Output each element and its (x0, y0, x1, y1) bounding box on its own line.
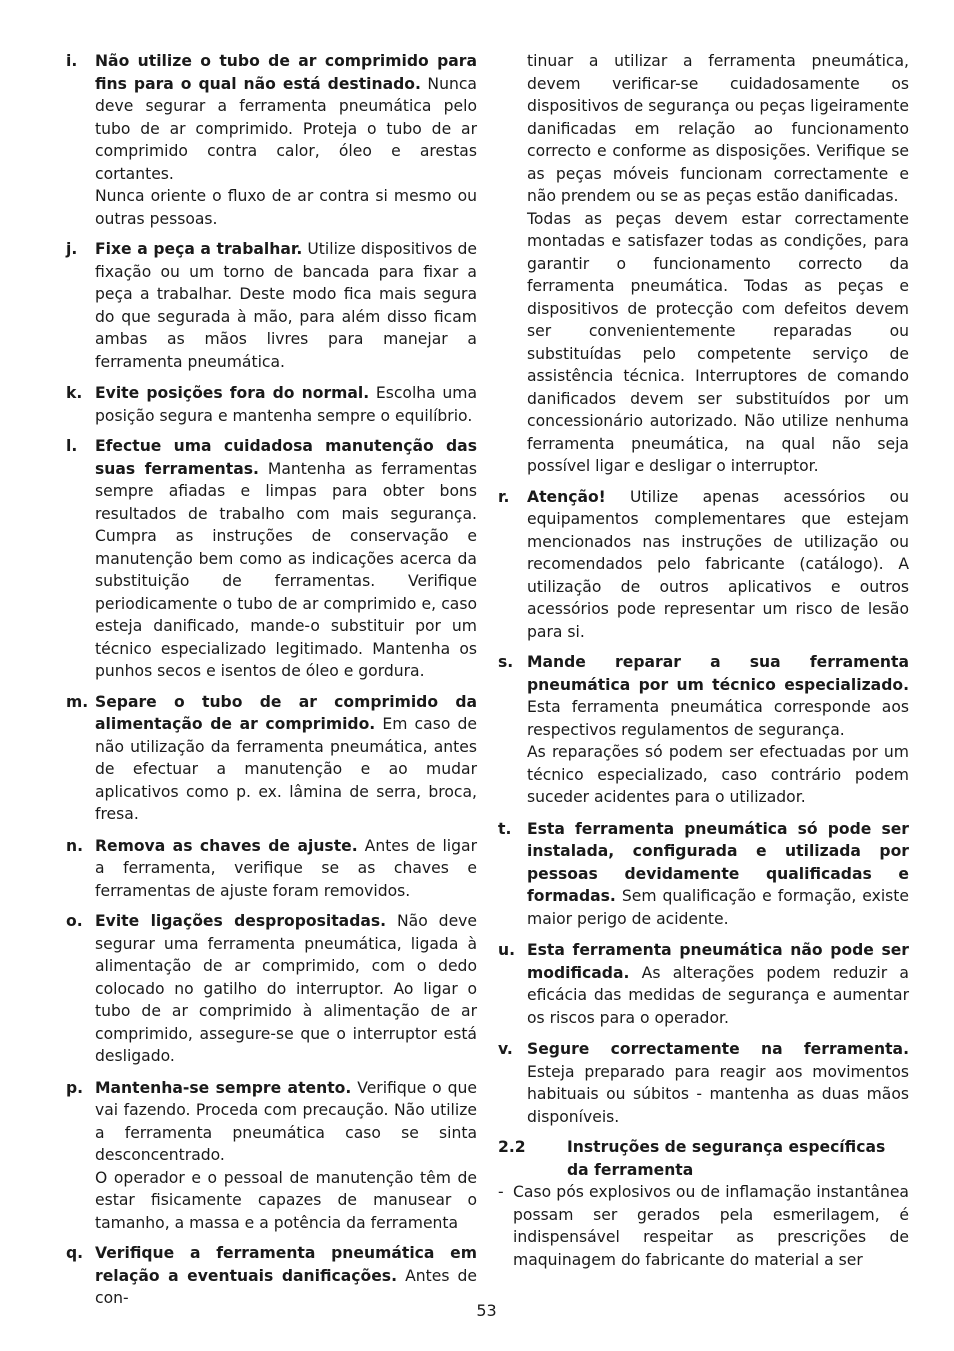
item-heading: Segure correctamente na ferramenta. (527, 1040, 909, 1058)
item-heading: Evite ligações despropositadas. (95, 912, 387, 930)
item-letter: v. (498, 1040, 513, 1058)
item-text: Utilize dispositivos de fixação ou um torno de bancada para fixar a peça a trabalhar. Deste modo fica mais segura do que segurada à mão, para além disso ficam ambas as mãos livres para manejar a ferramenta pneumática. (95, 240, 478, 371)
item-text: Esta ferramenta pneumática corresponde aos respectivos regulamentos de segurança. (527, 698, 909, 739)
list-item (66, 1077, 477, 1235)
item-heading: Mantenha-se sempre atento. (95, 1078, 352, 1097)
list-item (66, 910, 477, 1068)
item-letter: p. (66, 1078, 84, 1097)
list-item (66, 238, 477, 373)
item-text: Esteja preparado para reagir aos movimentos habituais ou súbitos - mantenha as duas mãos disponíveis. (527, 1062, 909, 1126)
list-item (66, 382, 477, 427)
item-letter: n. (66, 836, 84, 855)
item-heading: Separe o tubo de ar comprimido da alimentação de ar comprimido. (95, 692, 477, 733)
item-heading: Remova as chaves de ajuste. (95, 836, 358, 855)
item-letter: j. (66, 240, 78, 258)
item-continuation (527, 50, 909, 478)
item-text-extra: Nunca oriente o fluxo de ar contra si mesmo ou outras pessoas. (95, 187, 477, 228)
item-heading: Efectue uma cuidadosa manutenção das suas ferramentas. (95, 437, 477, 478)
list-item (498, 1038, 909, 1128)
item-heading: Atenção! (527, 487, 606, 506)
continuation-text: tinuar a utilizar a ferramenta pneumática, devem verificar-se cuidadosamente os dispositivos de segurança ou peças ligeiramente danificadas em relação ao funcionamento correcto e conforme as disposições. Verifique se as peças móveis funcionam correctamente e não prendem ou se as peças estão danificadas. (527, 52, 909, 205)
item-letter: o. (66, 912, 83, 930)
item-letter: u. (498, 941, 516, 959)
right-column (498, 50, 909, 1271)
section-heading (498, 1136, 909, 1181)
item-text: As alterações podem reduzir a eficácia das medidas de segurança e aumentar os riscos para o operador. (527, 963, 909, 1027)
item-text: Em caso de não utilização da ferramenta pneumática, antes de efectuar a manutenção e ao mudar aplicativos como p. ex. lâmina de serra, broca, fresa. (95, 715, 477, 823)
item-text-extra: As reparações só podem ser efectuadas por um técnico especializado, caso contrário podem suceder acidentes para o utilizador. (527, 743, 909, 806)
item-text: Verifique o que vai fazendo. Proceda com precaução. Não utilize a ferramenta pneumática caso se sinta desconcentrado. (95, 1078, 477, 1164)
item-heading: Verifique a ferramenta pneumática em relação a eventuais danificações. (95, 1244, 477, 1285)
page-number: 53 (476, 1301, 497, 1320)
item-heading: Esta ferramenta pneumática só pode ser instalada, configurada e utilizada por pessoas devidamente qualificadas e formadas. (527, 819, 909, 905)
item-text-extra: O operador e o pessoal de manutenção têm de estar fisicamente capazes de manusear o tamanho, a massa e a potência da ferramenta (95, 1168, 477, 1232)
item-text: Escolha uma posição segura e mantenha sempre o equilíbrio. (95, 384, 478, 425)
item-letter: s. (498, 653, 514, 671)
dash-item-text: Caso pós explosivos ou de inflamação instantânea possam ser gerados pela esmerilagem, é indispensável respeitar as prescrições de maquinagem do fabricante do material a ser (513, 1183, 909, 1269)
item-heading: Não utilize o tubo de ar comprimido para fins para o qual não está destinado. (95, 52, 477, 93)
list-item (498, 651, 909, 809)
item-text: Utilize apenas acessórios ou equipamentos complementares que estejam mencionados nas instruções de utilização ou recomendados pelo fabricante (catálogo). A utilização de outros aplicativos e outros acessórios pode representar um risco de lesão para si. (527, 487, 909, 641)
item-letter: k. (66, 384, 83, 402)
item-letter: q. (66, 1244, 84, 1262)
left-column (66, 50, 477, 1318)
item-heading: Esta ferramenta pneumática não pode ser modificada. (527, 941, 909, 982)
item-heading: Mande reparar a sua ferramenta pneumática por um técnico especializado. (527, 653, 909, 694)
item-letter: r. (498, 487, 510, 506)
list-item (498, 818, 909, 931)
list-item (66, 435, 477, 683)
item-heading: Evite posições fora do normal. (95, 384, 370, 402)
list-item (498, 939, 909, 1029)
list-item (498, 486, 909, 644)
dash-bullet: - (498, 1183, 504, 1201)
item-letter: m. (66, 692, 89, 711)
continuation-text-extra: Todas as peças devem estar correctamente montadas e satisfazer todas as condições, para garantir o funcionamento correcto da ferramenta pneumática. Todas as peças e dispositivos de protecção com defeitos devem ser convenientemente reparadas ou substituídas pelo competente serviço de assistência técnica. Interruptores de comando danificados devem ser substituídos por um concessionário autorizado. Não utilize nenhuma ferramenta pneumática, na qual não seja possível ligar e desligar o interruptor. (527, 209, 909, 475)
item-text: Antes de con- (95, 1266, 477, 1307)
item-heading: Fixe a peça a trabalhar. (95, 240, 303, 258)
list-item (66, 835, 477, 903)
item-letter: t. (498, 819, 512, 838)
item-text: Mantenha as ferramentas sempre afiadas e limpas para obter bons resultados de trabalho com mais segurança. Cumpra as instruções de conservação e manutenção bem como as indicações acerca da substituição de ferramentas. Verifique periodicamente o tubo de ar comprimido e, caso esteja danificado, mande-o substituir por um técnico especializado legitimado. Mantenha os punhos secos e isentos de óleo e gordura. (95, 459, 477, 680)
item-text: Antes de ligar a ferramenta, verifique se as chaves e ferramentas de ajuste foram removidos. (95, 836, 478, 900)
item-letter: i. (66, 52, 78, 70)
list-item (66, 691, 477, 826)
list-item (66, 1242, 477, 1310)
item-text: Não deve segurar uma ferramenta pneumática, ligada à alimentação de ar comprimido, com o dedo colocado no gatilho do interruptor. Ao ligar o tubo de ar comprimido à alimentação de ar comprimido, assegure-se que o interruptor está desligado. (95, 912, 477, 1065)
item-text: Sem qualificação e formação, existe maior perigo de acidente. (527, 887, 909, 928)
item-letter: l. (66, 437, 78, 455)
list-item (66, 50, 477, 230)
section-number: 2.2 (498, 1138, 526, 1156)
dash-list-item (498, 1181, 909, 1271)
item-text: Nunca deve segurar a ferramenta pneumática pelo tubo de ar comprimido. Proteja o tubo de ar comprimido contra calor, óleo e arestas cortantes. (95, 74, 477, 183)
section-title: Instruções de segurança específicas da ferramenta (567, 1138, 886, 1179)
